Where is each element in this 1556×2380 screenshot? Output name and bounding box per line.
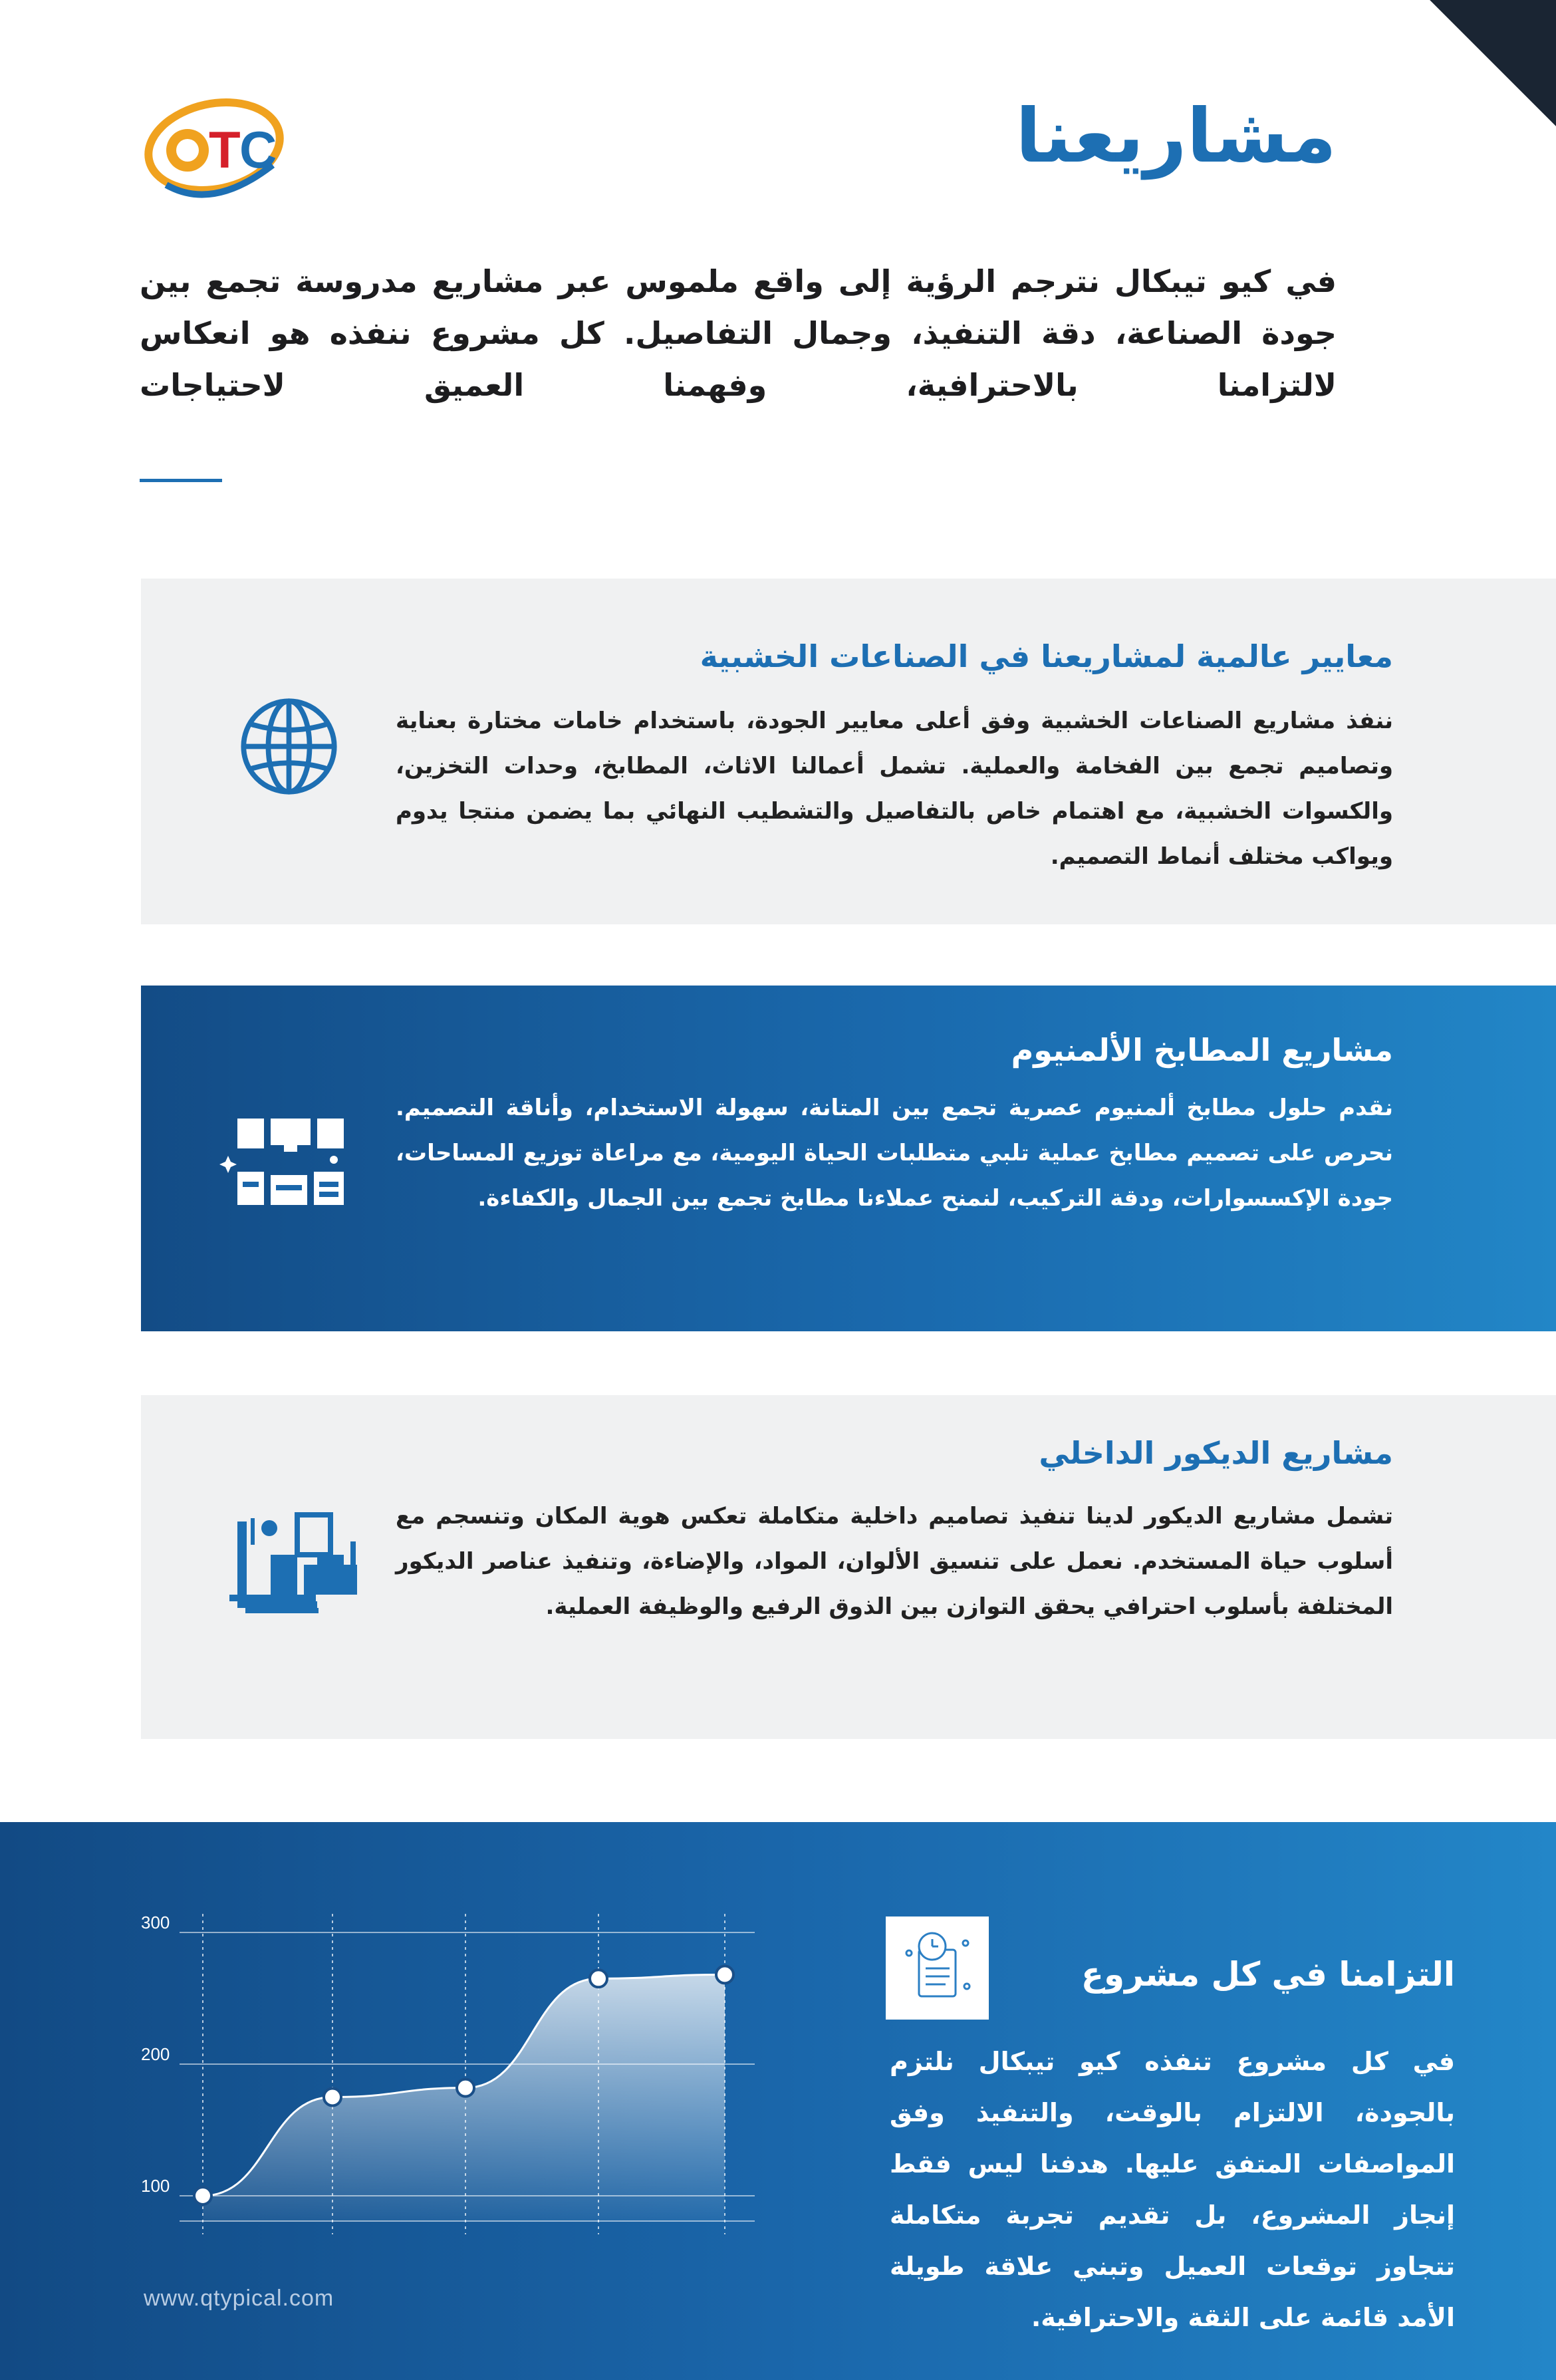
y-tick-label: 200 xyxy=(141,2044,170,2064)
project-timer-icon xyxy=(886,1917,989,2020)
data-point-1 xyxy=(194,2187,211,2204)
chart-area xyxy=(203,1974,725,2221)
website-url[interactable]: www.qtypical.com xyxy=(144,2286,334,2311)
section-wood-standards xyxy=(141,579,1556,924)
kitchen-icon xyxy=(217,1112,350,1214)
data-point-3 xyxy=(457,2079,474,2097)
section-title: مشاريع المطابخ الألمنيوم xyxy=(1011,1032,1393,1068)
svg-text:C: C xyxy=(239,120,277,179)
data-point-2 xyxy=(324,2089,341,2106)
y-tick-label: 300 xyxy=(141,1913,170,1932)
section-body: تشمل مشاريع الديكور لدينا تنفيذ تصاميم داخلية متكاملة تعكس هوية المكان وتنسجم مع أسلوب حياة المستخدم. نعمل على تنسيق الألوان، المواد، والإضاءة، وتنفيذ عناصر الديكور المختلفة بأسلوب احترافي يحقق التوازن بين الذوق الرفيع والوظيفة العملية. xyxy=(396,1503,1393,1620)
section-interior-decor xyxy=(141,1395,1556,1739)
section-body: نقدم حلول مطابخ ألمنيوم عصرية تجمع بين المتانة، سهولة الاستخدام، وأناقة التصميم. نحرص على تصميم مطابخ عملية تلبي متطلبات الحياة اليومية، مع مراعاة توزيع المساحات، جودة الإكسسوارات، ودقة التركيب، لنمنح عملاءنا مطابخ تجمع بين الجمال والكفاءة. xyxy=(396,1095,1393,1212)
commitment-section xyxy=(0,1822,1556,2380)
section-aluminum-kitchens xyxy=(141,986,1556,1331)
data-point-5 xyxy=(716,1966,733,1983)
svg-text:T: T xyxy=(209,120,241,179)
section-title: معايير عالمية لمشاريعنا في الصناعات الخشبية xyxy=(700,638,1393,674)
interior-icon xyxy=(224,1508,364,1617)
progress-chart xyxy=(126,1902,778,2261)
section-title: مشاريع الديكور الداخلي xyxy=(1039,1435,1393,1471)
section-body: ننفذ مشاريع الصناعات الخشبية وفق أعلى معايير الجودة، باستخدام خامات مختارة بعناية وتصاميم تجمع بين الفخامة والعملية. تشمل أعمالنا الاثاث، المطابخ، وحدات التخزين، والكسوات الخشبية، مع اهتمام خاص بالتفاصيل والتشطيب النهائي بما يضمن منتجا يدوم ويواكب مختلف أنماط التصميم. xyxy=(396,708,1393,870)
commitment-title: التزامنا في كل مشروع xyxy=(1081,1955,1455,1994)
intro-paragraph: في كيو تيبكال نترجم الرؤية إلى واقع ملموس عبر مشاريع مدروسة تجمع بين جودة الصناعة، دقة التنفيذ، وجمال التفاصيل. كل مشروع ننفذه هو انعكاس لالتزامنا بالاحترافية، وفهمنا العميق لاحتياجات xyxy=(140,263,1337,403)
commitment-body: في كل مشروع تنفذه كيو تيبكال نلتزم بالجودة، الالتزام بالوقت، والتنفيذ وفق المواصفات المتفق عليها. هدفنا ليس فقط إنجاز المشروع، بل تقديم تجربة متكاملة تتجاوز توقعات العميل وتبني علاقة طويلة الأمد قائمة على الثقة والاحترافية. xyxy=(890,2047,1455,2332)
y-tick-label: 100 xyxy=(141,2176,170,2196)
company-logo xyxy=(140,85,306,218)
globe-icon xyxy=(237,695,340,801)
page-title: مشاريعنا xyxy=(1015,93,1337,180)
data-point-4 xyxy=(590,1970,607,1987)
divider xyxy=(140,479,222,482)
